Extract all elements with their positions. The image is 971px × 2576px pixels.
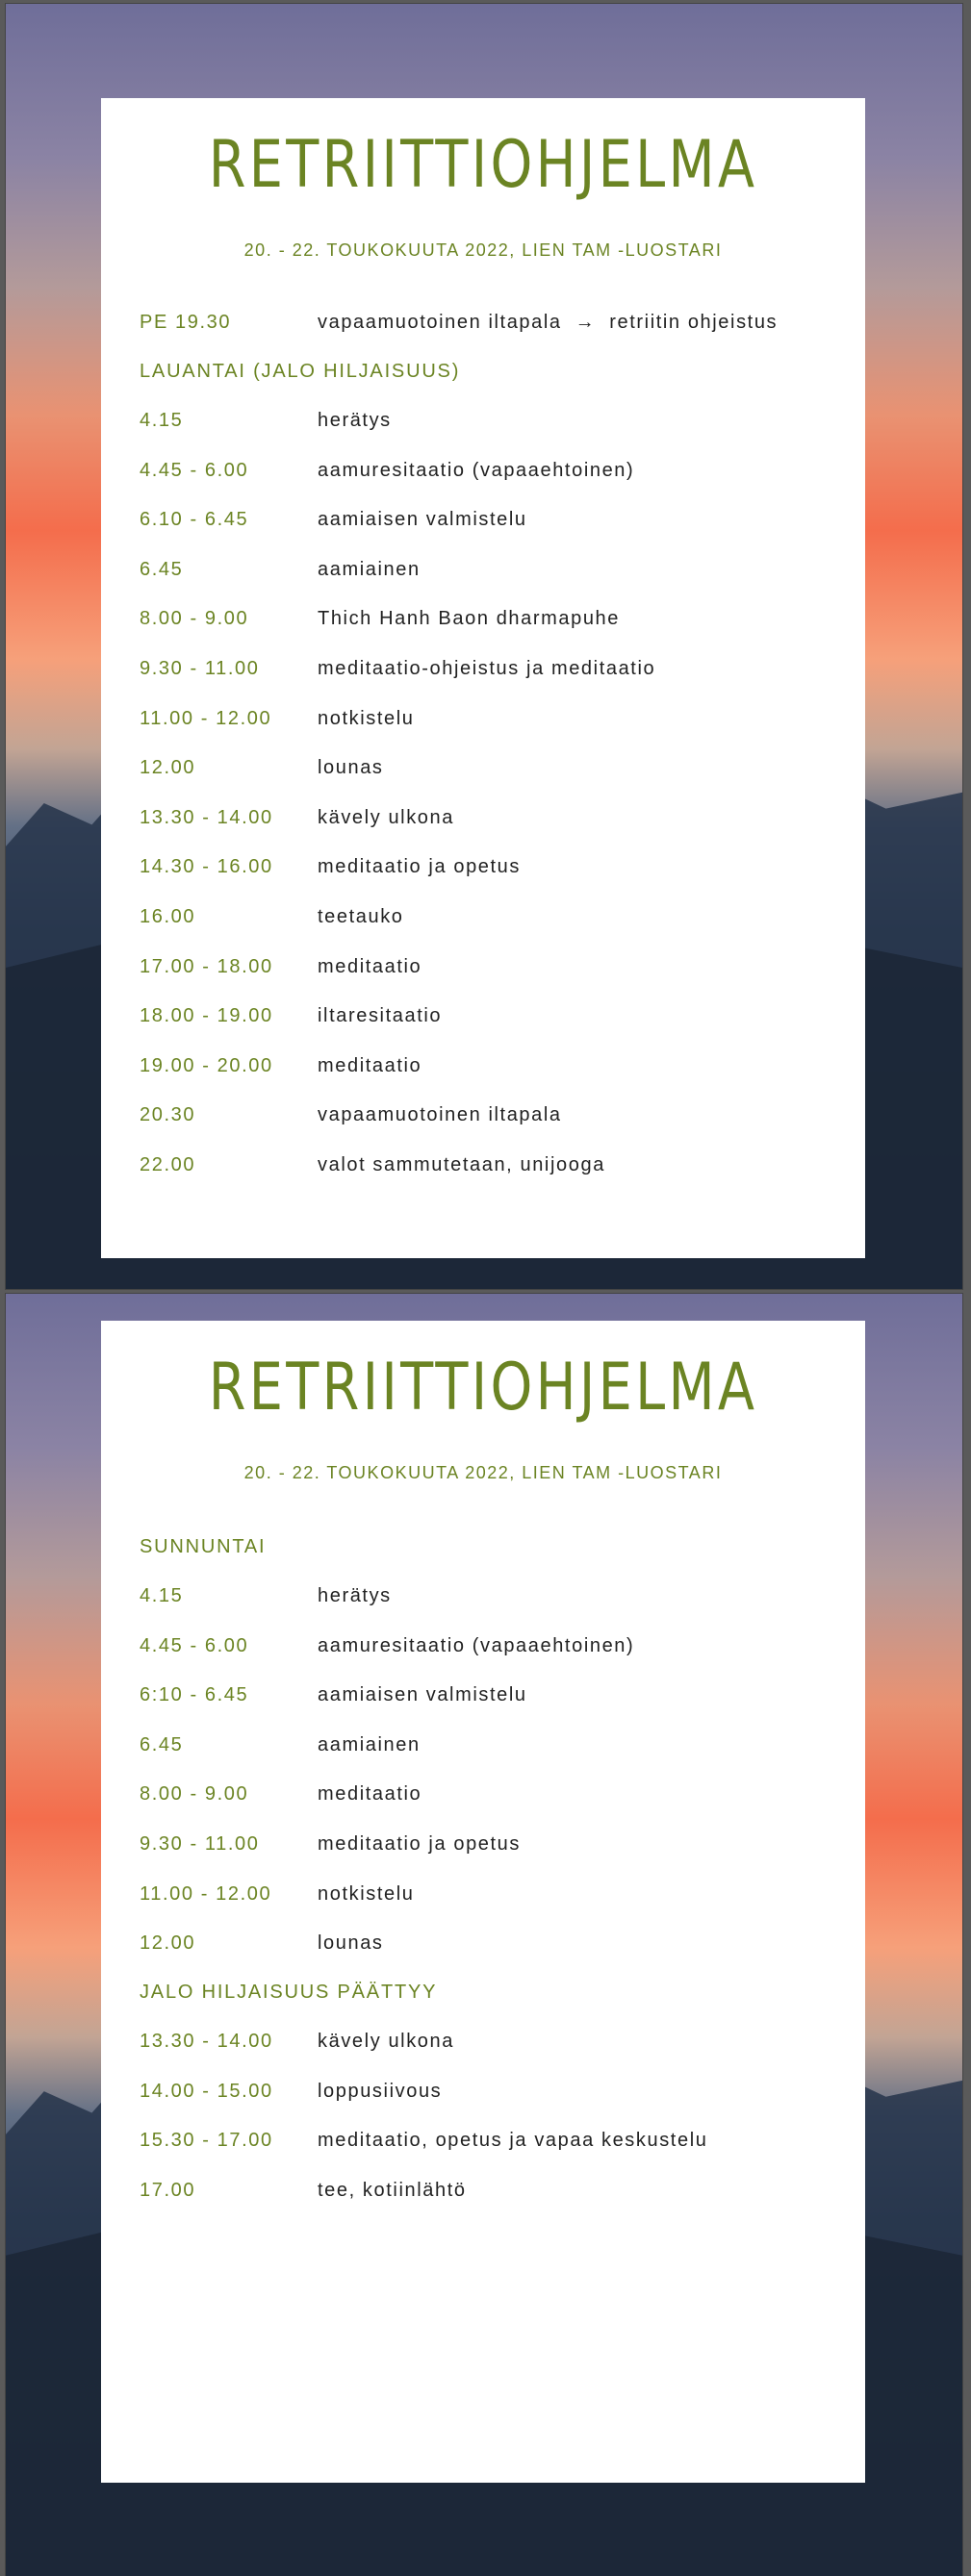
schedule-activity: teetauko [318, 906, 404, 927]
schedule-activity: meditaatio [318, 1783, 422, 1806]
schedule-time: 11.00 - 12.00 [140, 1882, 272, 1905]
subtitle: 20. - 22. TOUKOKUUTA 2022, LIEN TAM -LUOSTARI [243, 240, 723, 260]
schedule-row [140, 2130, 846, 2159]
schedule-time: 8.00 - 9.00 [140, 1783, 249, 1806]
schedule-row [140, 807, 846, 836]
schedule-time: 6:10 - 6.45 [140, 1684, 249, 1706]
schedule-row [140, 906, 846, 935]
schedule-row [140, 658, 846, 687]
schedule-activity: Thich Hanh Baon dharmapuhe [318, 608, 621, 630]
schedule-time: 12.00 [140, 1932, 196, 1955]
schedule-time: 17.00 - 18.00 [140, 955, 273, 977]
schedule-row [140, 1005, 846, 1034]
schedule-row [140, 1585, 846, 1614]
section-heading-2: JALO HILJAISUUS PÄÄTTYY [140, 1982, 438, 2003]
schedule-activity: meditaatio [318, 955, 422, 977]
schedule-row [140, 1635, 846, 1664]
schedule-row [140, 410, 846, 439]
schedule-activity: tee, kotiinlähtö [318, 2179, 467, 2201]
page-title: RETRIITTIOHJELMA [208, 1350, 758, 1426]
schedule-row [140, 708, 846, 737]
schedule-activity: lounas [318, 757, 384, 779]
schedule-time: 9.30 - 11.00 [140, 658, 260, 679]
intro-time: PE 19.30 [140, 312, 232, 333]
schedule-activity: notkistelu [318, 1882, 415, 1905]
schedule-row [140, 1055, 846, 1084]
schedule-time: 13.30 - 14.00 [140, 806, 273, 828]
schedule-time: 6.45 [140, 1733, 184, 1755]
schedule-activity: meditaatio ja opetus [318, 1833, 522, 1855]
schedule-row [140, 856, 846, 885]
schedule-row [140, 559, 846, 588]
schedule-row [140, 509, 846, 538]
schedule-time: 14.30 - 16.00 [140, 856, 273, 878]
schedule-time: 18.00 - 19.00 [140, 1005, 273, 1027]
schedule-row [140, 757, 846, 786]
schedule-row [140, 1833, 846, 1862]
schedule-activity: meditaatio ja opetus [318, 856, 522, 878]
schedule-time: 6.10 - 6.45 [140, 509, 249, 531]
schedule-activity: iltaresitaatio [318, 1005, 443, 1027]
schedule-row [140, 1932, 846, 1961]
page-2 [6, 1294, 962, 2576]
schedule-activity: meditaatio, opetus ja vapaa keskustelu [318, 2130, 708, 2152]
schedule-time: 9.30 - 11.00 [140, 1833, 260, 1855]
schedule-card [101, 98, 865, 1258]
schedule-activity: meditaatio [318, 1054, 422, 1076]
schedule-time: 4.45 - 6.00 [140, 1634, 249, 1656]
schedule-time: 6.45 [140, 558, 184, 580]
schedule-activity: notkistelu [318, 707, 415, 729]
intro-desc-a: vapaamuotoinen iltapala [318, 312, 562, 333]
schedule-time: 4.15 [140, 410, 184, 431]
schedule-activity: aamiaisen valmistelu [318, 509, 527, 531]
schedule-row [140, 1154, 846, 1183]
schedule-activity: aamuresitaatio (vapaaehtoinen) [318, 1634, 635, 1656]
schedule-activity: lounas [318, 1932, 384, 1955]
schedule-time: 22.00 [140, 1154, 196, 1175]
schedule-activity: herätys [318, 1585, 392, 1606]
schedule-activity: meditaatio-ohjeistus ja meditaatio [318, 658, 656, 679]
schedule-time: 14.00 - 15.00 [140, 2080, 273, 2102]
schedule-activity: aamiaisen valmistelu [318, 1684, 527, 1706]
intro-desc-b: retriitin ohjeistus [609, 312, 779, 333]
schedule-activity: aamiainen [318, 1733, 421, 1755]
schedule-row [140, 460, 846, 489]
schedule-row [140, 956, 846, 985]
schedule-activity: aamiainen [318, 558, 421, 580]
schedule-row [140, 1104, 846, 1133]
schedule-time: 8.00 - 9.00 [140, 608, 249, 630]
schedule-time: 17.00 [140, 2179, 196, 2201]
schedule-time: 11.00 - 12.00 [140, 707, 272, 729]
schedule-row [140, 2081, 846, 2109]
schedule-row [140, 2031, 846, 2059]
page-title: RETRIITTIOHJELMA [208, 127, 758, 203]
section-heading: LAUANTAI (JALO HILJAISUUS) [140, 361, 461, 382]
schedule-row [140, 1783, 846, 1812]
subtitle: 20. - 22. TOUKOKUUTA 2022, LIEN TAM -LUOSTARI [243, 1463, 723, 1482]
schedule-time: 19.00 - 20.00 [140, 1054, 273, 1076]
schedule-time: 15.30 - 17.00 [140, 2130, 273, 2152]
schedule-time: 12.00 [140, 757, 196, 779]
intro-desc [318, 312, 778, 334]
schedule-row [140, 1883, 846, 1912]
schedule-row [140, 608, 846, 637]
schedule-activity: vapaamuotoinen iltapala [318, 1104, 562, 1126]
schedule-time: 20.30 [140, 1104, 196, 1126]
schedule-activity: valot sammutetaan, unijooga [318, 1154, 605, 1175]
schedule-row [140, 1734, 846, 1763]
schedule-card [101, 1321, 865, 2483]
page-1 [6, 4, 962, 1289]
schedule-row [140, 1684, 846, 1713]
intro-row [140, 312, 846, 341]
schedule-time: 4.15 [140, 1585, 184, 1606]
schedule-activity: loppusiivous [318, 2080, 443, 2102]
schedule-time: 16.00 [140, 906, 196, 927]
arrow-icon: → [575, 312, 597, 333]
schedule-activity: aamuresitaatio (vapaaehtoinen) [318, 459, 635, 481]
schedule-time: 13.30 - 14.00 [140, 2031, 273, 2052]
schedule-row [140, 2180, 846, 2209]
schedule-activity: kävely ulkona [318, 806, 454, 828]
schedule-time: 4.45 - 6.00 [140, 459, 249, 481]
schedule-activity: herätys [318, 410, 392, 431]
schedule-activity: kävely ulkona [318, 2031, 454, 2052]
section-heading: SUNNUNTAI [140, 1536, 267, 1557]
